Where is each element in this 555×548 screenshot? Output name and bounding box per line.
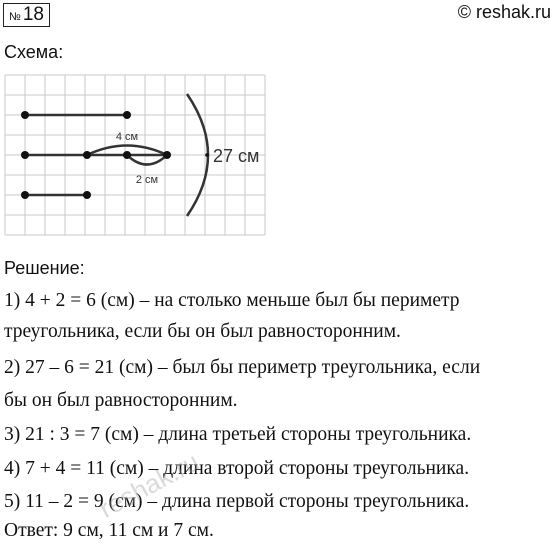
point [123,151,131,159]
point [21,111,29,119]
solution-label: Решение: [4,258,85,278]
point [21,151,29,159]
point [123,111,131,119]
scheme-label: Схема: [4,42,64,62]
brace-tip [205,153,209,157]
task-number-badge [3,3,50,27]
solution-line-7: 5) 11 – 2 = 9 (см) – длина первой стороны треугольника. [4,491,470,512]
label-4cm: 4 см [115,131,139,143]
number-sign: № [9,11,21,23]
arc-2cm [127,155,167,165]
point [83,191,91,199]
solution-line-1: 1) 4 + 2 = 6 (см) – на столько меньше был бы периметр [4,290,460,311]
label-27cm: 27 см [213,146,260,166]
site-copyright: © reshak.ru [457,2,551,22]
point [21,191,29,199]
solution-line-4: бы он был равносторонним. [4,390,238,411]
label-2cm: 2 см [135,174,159,186]
solution-line-6: 4) 7 + 4 = 11 (см) – длина второй стороны треугольника. [4,458,470,479]
point [83,151,91,159]
solution-line-3: 2) 27 – 6 = 21 (см) – был бы периметр треугольника, если [4,357,481,378]
point [163,151,171,159]
solution-line-2: треугольника, если бы он был равносторонним. [4,321,401,342]
answer-line: Ответ: 9 см, 11 см и 7 см. [4,520,214,541]
solution-line-5: 3) 21 : 3 = 7 (см) – длина третьей стороны треугольника. [4,424,472,445]
watermark: reshak.ru [94,446,204,524]
scheme-diagram [0,70,290,245]
task-number: 18 [22,4,44,25]
